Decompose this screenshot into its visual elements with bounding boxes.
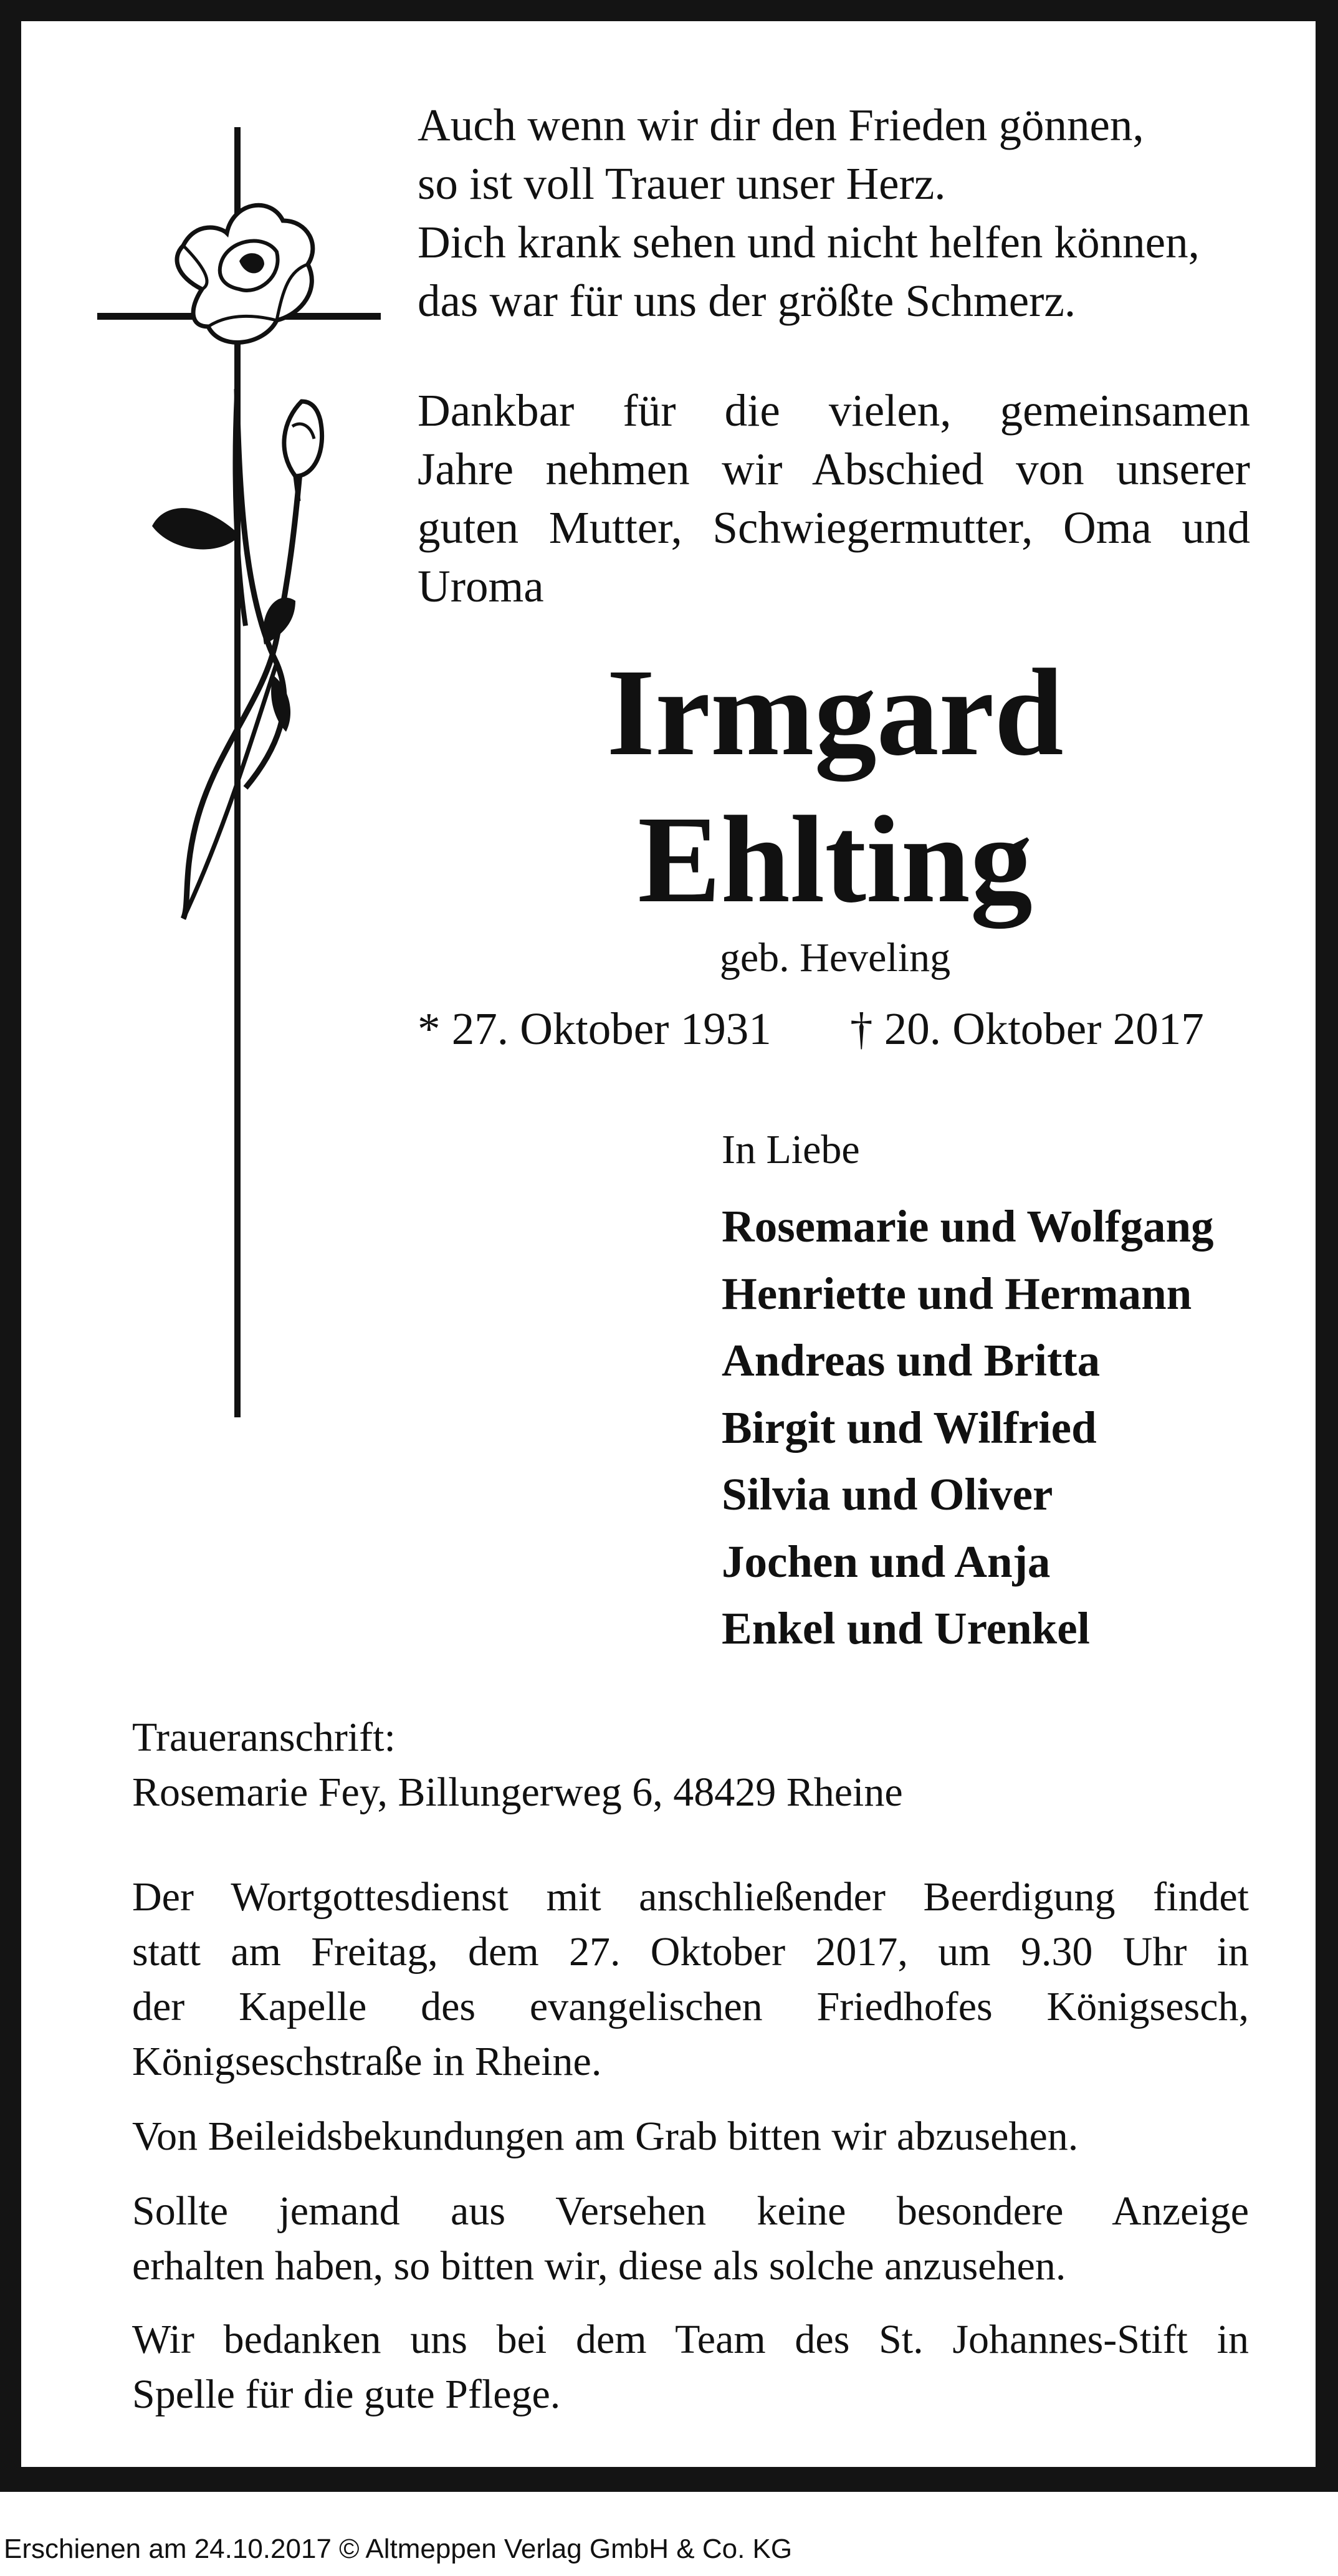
thanks-line: Wir bedanken uns bei dem Team des St. Johannes-Stift in	[132, 2317, 1249, 2362]
obituary-card	[21, 21, 1316, 2467]
thanks-line: Spelle für die gute Pflege.	[132, 2372, 561, 2417]
address-label: Traueranschrift:	[132, 1715, 396, 1760]
mourner-name: Birgit und Wilfried	[722, 1402, 1097, 1453]
intro-line: guten Mutter, Schwiegermutter, Oma und	[418, 502, 1250, 553]
notice-line: erhalten haben, so bitten wir, diese als solche anzusehen.	[132, 2243, 1066, 2289]
death-date: † 20. Oktober 2017	[850, 1003, 1204, 1054]
intro-line: Dankbar für die vielen, gemeinsamen	[418, 385, 1250, 436]
intro-line: Jahre nehmen wir Abschied von unserer	[418, 444, 1250, 494]
cross-with-rose-icon	[90, 127, 389, 1430]
condolence-note	[132, 2109, 1249, 2164]
service-line: Königseschstraße in Rheine.	[132, 2039, 602, 2084]
mourner-name: Rosemarie und Wolfgang	[722, 1201, 1214, 1252]
address-text: Rosemarie Fey, Billungerweg 6, 48429 Rheine	[132, 1769, 903, 1815]
mourners-list	[722, 1193, 1214, 1662]
poem-line: Dich krank sehen und nicht helfen können,	[418, 217, 1200, 267]
mourner-name: Enkel und Urenkel	[722, 1603, 1090, 1654]
mourner-name: Henriette und Hermann	[722, 1268, 1192, 1319]
notice-line: Sollte jemand aus Versehen keine besondere Anzeige	[132, 2188, 1249, 2234]
intro-line: Uroma	[418, 561, 544, 611]
service-line: Der Wortgottesdienst mit anschließender Beerdigung findet	[132, 1874, 1249, 1920]
deceased-first-name: Irmgard	[606, 644, 1064, 782]
birth-date: * 27. Oktober 1931	[418, 1003, 772, 1054]
intro-text	[418, 381, 1250, 616]
poem-line: das war für uns der größte Schmerz.	[418, 275, 1076, 326]
mourning-address	[132, 1710, 1249, 1820]
poem-line: Auch wenn wir dir den Frieden gönnen,	[418, 100, 1144, 150]
service-info	[132, 1870, 1249, 2089]
deceased-last-name: Ehlting	[638, 791, 1033, 929]
poem-line: so ist voll Trauer unser Herz.	[418, 158, 946, 209]
service-line: der Kapelle des evangelischen Friedhofes Königsesch,	[132, 1984, 1249, 2029]
condolence-text: Von Beileidsbekundungen am Grab bitten wir abzusehen.	[132, 2114, 1079, 2159]
poem	[418, 96, 1253, 330]
thanks-text	[132, 2312, 1249, 2422]
mourner-name: Silvia und Oliver	[722, 1469, 1053, 1520]
mourners-intro: In Liebe	[722, 1127, 860, 1172]
birth-name: geb. Heveling	[719, 935, 951, 980]
notice-text	[132, 2184, 1249, 2294]
publication-footer: Erschienen am 24.10.2017 © Altmeppen Verlag GmbH & Co. KG	[4, 2534, 793, 2564]
mourner-name: Jochen und Anja	[722, 1536, 1051, 1587]
mourner-name: Andreas und Britta	[722, 1335, 1101, 1386]
service-line: statt am Freitag, dem 27. Oktober 2017, um 9.30 Uhr in	[132, 1929, 1249, 1975]
